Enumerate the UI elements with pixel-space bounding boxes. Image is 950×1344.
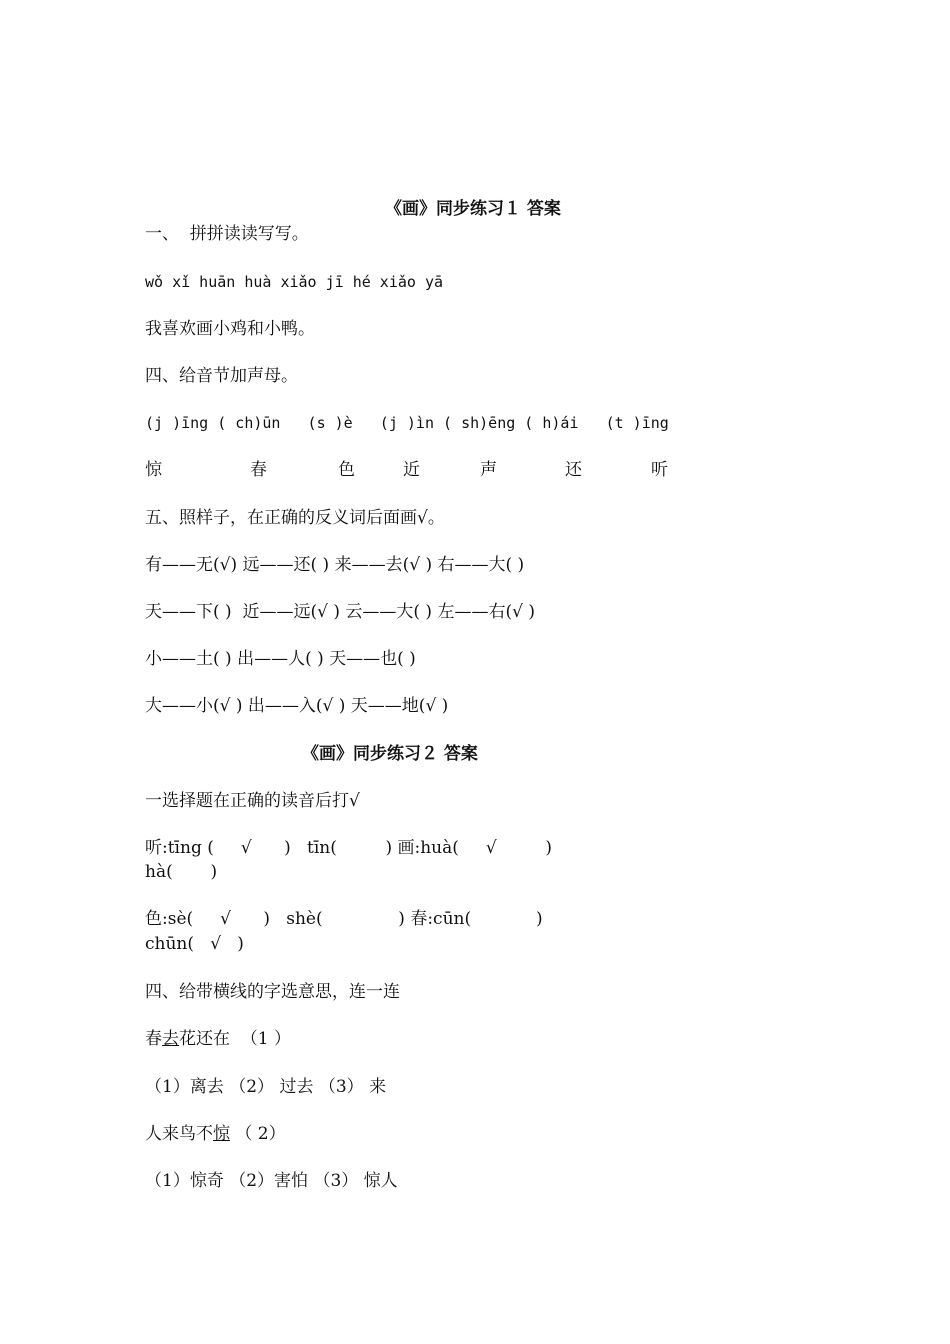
- title-exercise-1: 《画》同步练习１ 答案: [385, 199, 561, 219]
- pinyin-sentence: wǒ xǐ huān huà xiǎo jī hé xiǎo yā: [145, 273, 444, 291]
- initial-char: 声: [480, 460, 497, 480]
- question-1-heading: 一选择题在正确的读音后打√: [145, 791, 360, 811]
- match-item-1: [145, 1027, 291, 1051]
- section-4-heading: 四、给音节加声母。: [145, 366, 298, 386]
- hanzi-sentence: 我喜欢画小鸡和小鸭。: [145, 319, 315, 339]
- initials-char-row: [145, 458, 745, 482]
- match-item-2-prefix: 人来鸟不: [145, 1124, 213, 1144]
- match-item-1-answer: 花还在 （1 ）: [179, 1029, 292, 1049]
- match-item-1-options: （1）离去 （2） 过去 （3） 来: [145, 1077, 387, 1097]
- underlined-char: 惊: [213, 1124, 230, 1144]
- match-item-1-prefix: 春: [145, 1029, 162, 1049]
- match-item-2-options: （1）惊奇 （2）害怕 （3） 惊人: [145, 1171, 398, 1191]
- initials-pinyin-line: (j )īng ( ch)ūn (s )è (j )ìn ( sh)ēng ( h)ái (t )īng: [145, 414, 669, 432]
- initial-char: 色: [338, 460, 355, 480]
- initial-char: 近: [403, 460, 420, 480]
- question-1-row-1-cont: hà( ): [145, 862, 218, 882]
- initial-char: 春: [250, 460, 267, 480]
- antonym-row: 天——下( ) 近——远(√ ) 云——大( ) 左——右(√ ): [145, 602, 535, 622]
- antonym-row: 有——无(√) 远——还( ) 来——去(√ ) 右——大( ): [145, 555, 525, 575]
- section-1-heading: 一、 拼拼读读写写。: [145, 224, 309, 244]
- initial-char: 还: [565, 460, 582, 480]
- initial-char: 听: [651, 460, 668, 480]
- question-4-heading: 四、给带横线的字选意思，连一连: [145, 982, 400, 1002]
- underlined-char: 去: [162, 1029, 179, 1049]
- question-1-row-2-cont: chūn( √ ): [145, 934, 244, 954]
- antonym-row: 大——小(√ ) 出——入(√ ) 天——地(√ ): [145, 696, 449, 716]
- match-item-2-answer: （ 2）: [230, 1124, 286, 1144]
- section-5-heading: 五、照样子，在正确的反义词后面画√。: [145, 508, 445, 528]
- question-1-row-1: 听:tīng ( √ ) tīn( ) 画:huà( √ ): [145, 838, 553, 858]
- match-item-2: [145, 1122, 286, 1146]
- antonym-row: 小——土( ) 出——人( ) 天——也( ): [145, 649, 416, 669]
- question-1-row-2: 色:sè( √ ) shè( ) 春:cūn( ): [145, 909, 543, 929]
- initial-char: 惊: [145, 460, 162, 480]
- title-exercise-2: 《画》同步练习２ 答案: [302, 744, 478, 764]
